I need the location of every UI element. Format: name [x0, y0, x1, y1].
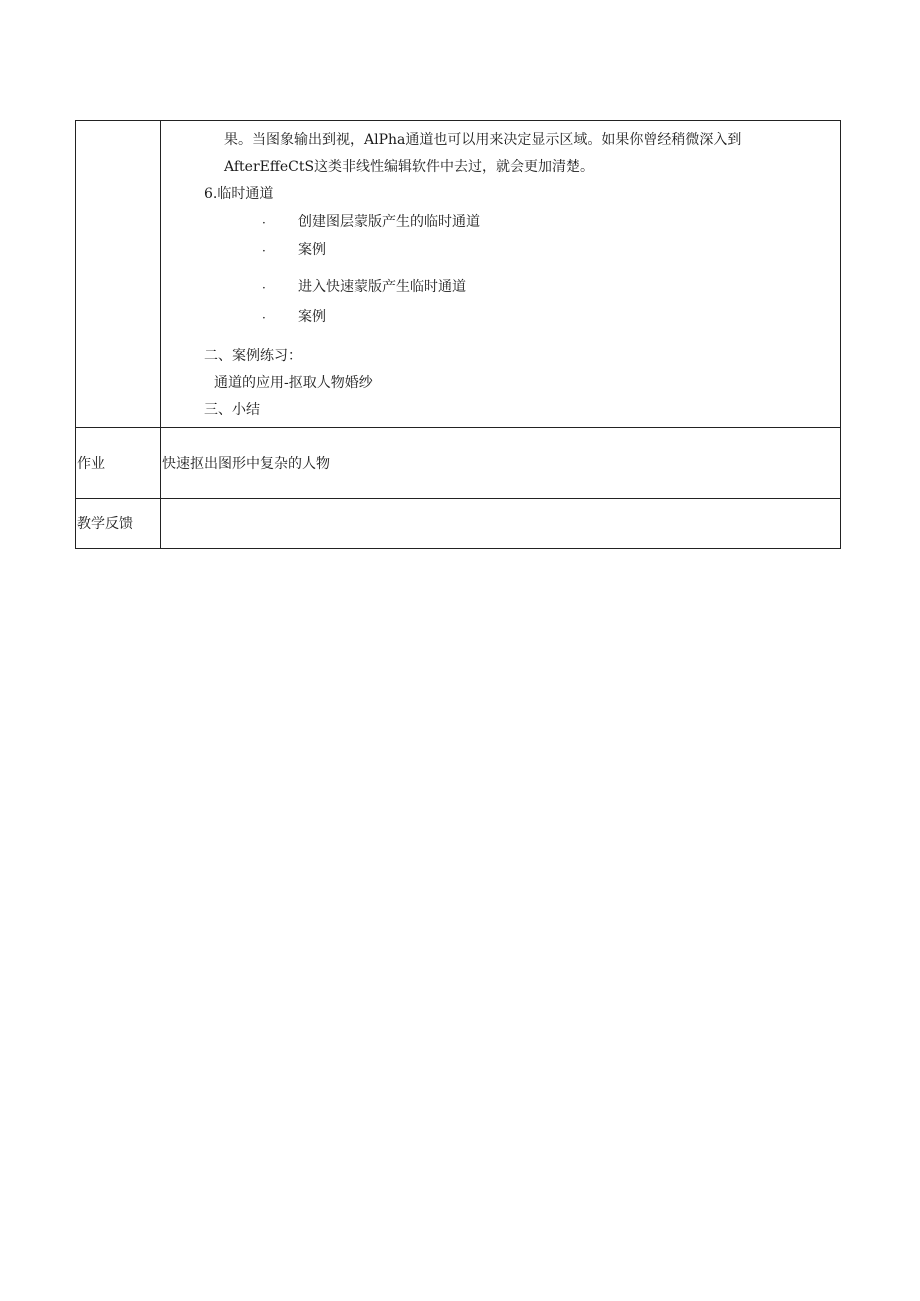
feedback-content-cell	[161, 499, 841, 549]
bullet-dot-icon: ·	[262, 311, 266, 325]
practice-item: 通道的应用-抠取人物婚纱	[214, 375, 373, 391]
paragraph-line-2: AfterEffeCtS这类非线性编辑软件中去过，就会更加清楚。	[224, 159, 595, 175]
paragraph-line-1: 果。当图象输出到视，AlPha通道也可以用来决定显示区域。如果你曾经稍微深入到	[224, 132, 742, 148]
bullet-dot-icon: ·	[262, 216, 266, 230]
homework-text: 快速抠出图形中复杂的人物	[162, 456, 330, 472]
feedback-label: 教学反馈	[77, 516, 133, 532]
homework-content-cell	[161, 428, 841, 499]
feedback-label-cell	[76, 499, 161, 549]
summary-title: 三、小结	[204, 402, 260, 418]
lesson-plan-table	[75, 120, 841, 549]
section-6-title: 6.临时通道	[204, 186, 274, 202]
bullet-dot-icon: ·	[262, 244, 266, 258]
content-row	[76, 121, 841, 428]
bullet-item-1: 创建图层蒙版产生的临时通道	[298, 214, 480, 230]
feedback-row	[76, 499, 841, 549]
practice-title: 二、案例练习：	[204, 348, 302, 364]
bullet-item-4: 案例	[298, 309, 326, 325]
homework-label-cell	[76, 428, 161, 499]
homework-row	[76, 428, 841, 499]
content-cell	[161, 121, 841, 428]
bullet-item-2: 案例	[298, 242, 326, 258]
bullet-item-3: 进入快速蒙版产生临时通道	[298, 279, 466, 295]
bullet-dot-icon: ·	[262, 281, 266, 295]
content-label-cell	[76, 121, 161, 428]
homework-label: 作业	[77, 456, 105, 472]
